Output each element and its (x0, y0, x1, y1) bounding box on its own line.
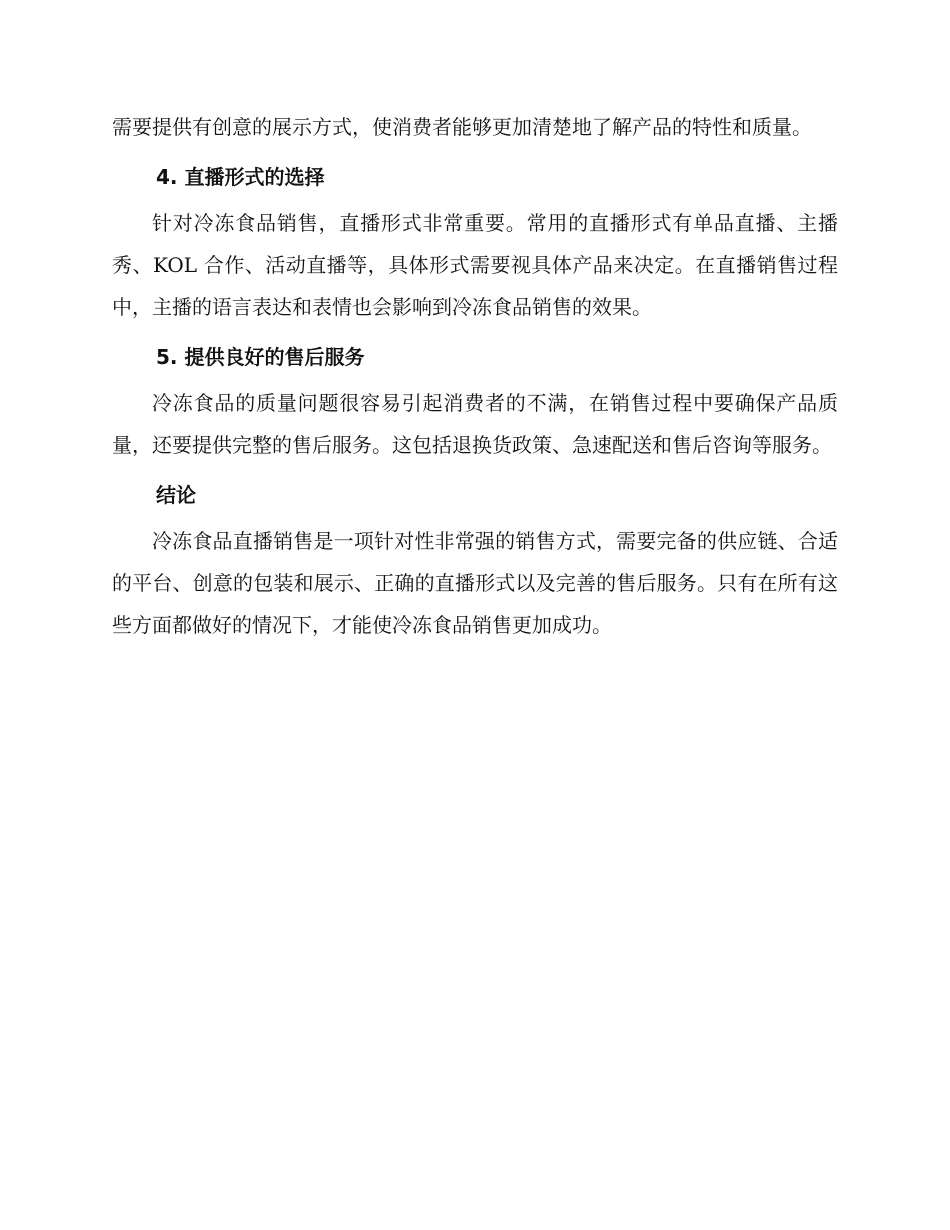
section-paragraph: 冷冻食品直播销售是一项针对性非常强的销售方式，需要完备的供应链、合适的平台、创意的包装和展示、正确的直播形式以及完善的售后服务。只有在所有这些方面都做好的情况下，才能使冷冻食品销售更加成功。 (112, 529, 838, 637)
section-heading: 结论 (156, 483, 196, 507)
section-conclusion (112, 474, 838, 646)
section-after-sales (112, 336, 838, 466)
section-paragraph: 冷冻食品的质量问题很容易引起消费者的不满，在销售过程中要确保产品质量，还要提供完整的售后服务。这包括退换货政策、急速配送和售后咨询等服务。 (112, 391, 838, 457)
section-heading: 5. 提供良好的售后服务 (156, 345, 365, 369)
section-live-format (112, 156, 838, 328)
continuation-paragraph: 需要提供有创意的展示方式，使消费者能够更加清楚地了解产品的特性和质量。 (112, 115, 812, 139)
section-paragraph: 针对冷冻食品销售，直播形式非常重要。常用的直播形式有单品直播、主播秀、KOL 合作、活动直播等，具体形式需要视具体产品来决定。在直播销售过程中，主播的语言表达和表情也会影响到冷冻食品销售的效果。 (112, 211, 838, 319)
section-heading: 4. 直播形式的选择 (156, 165, 325, 189)
